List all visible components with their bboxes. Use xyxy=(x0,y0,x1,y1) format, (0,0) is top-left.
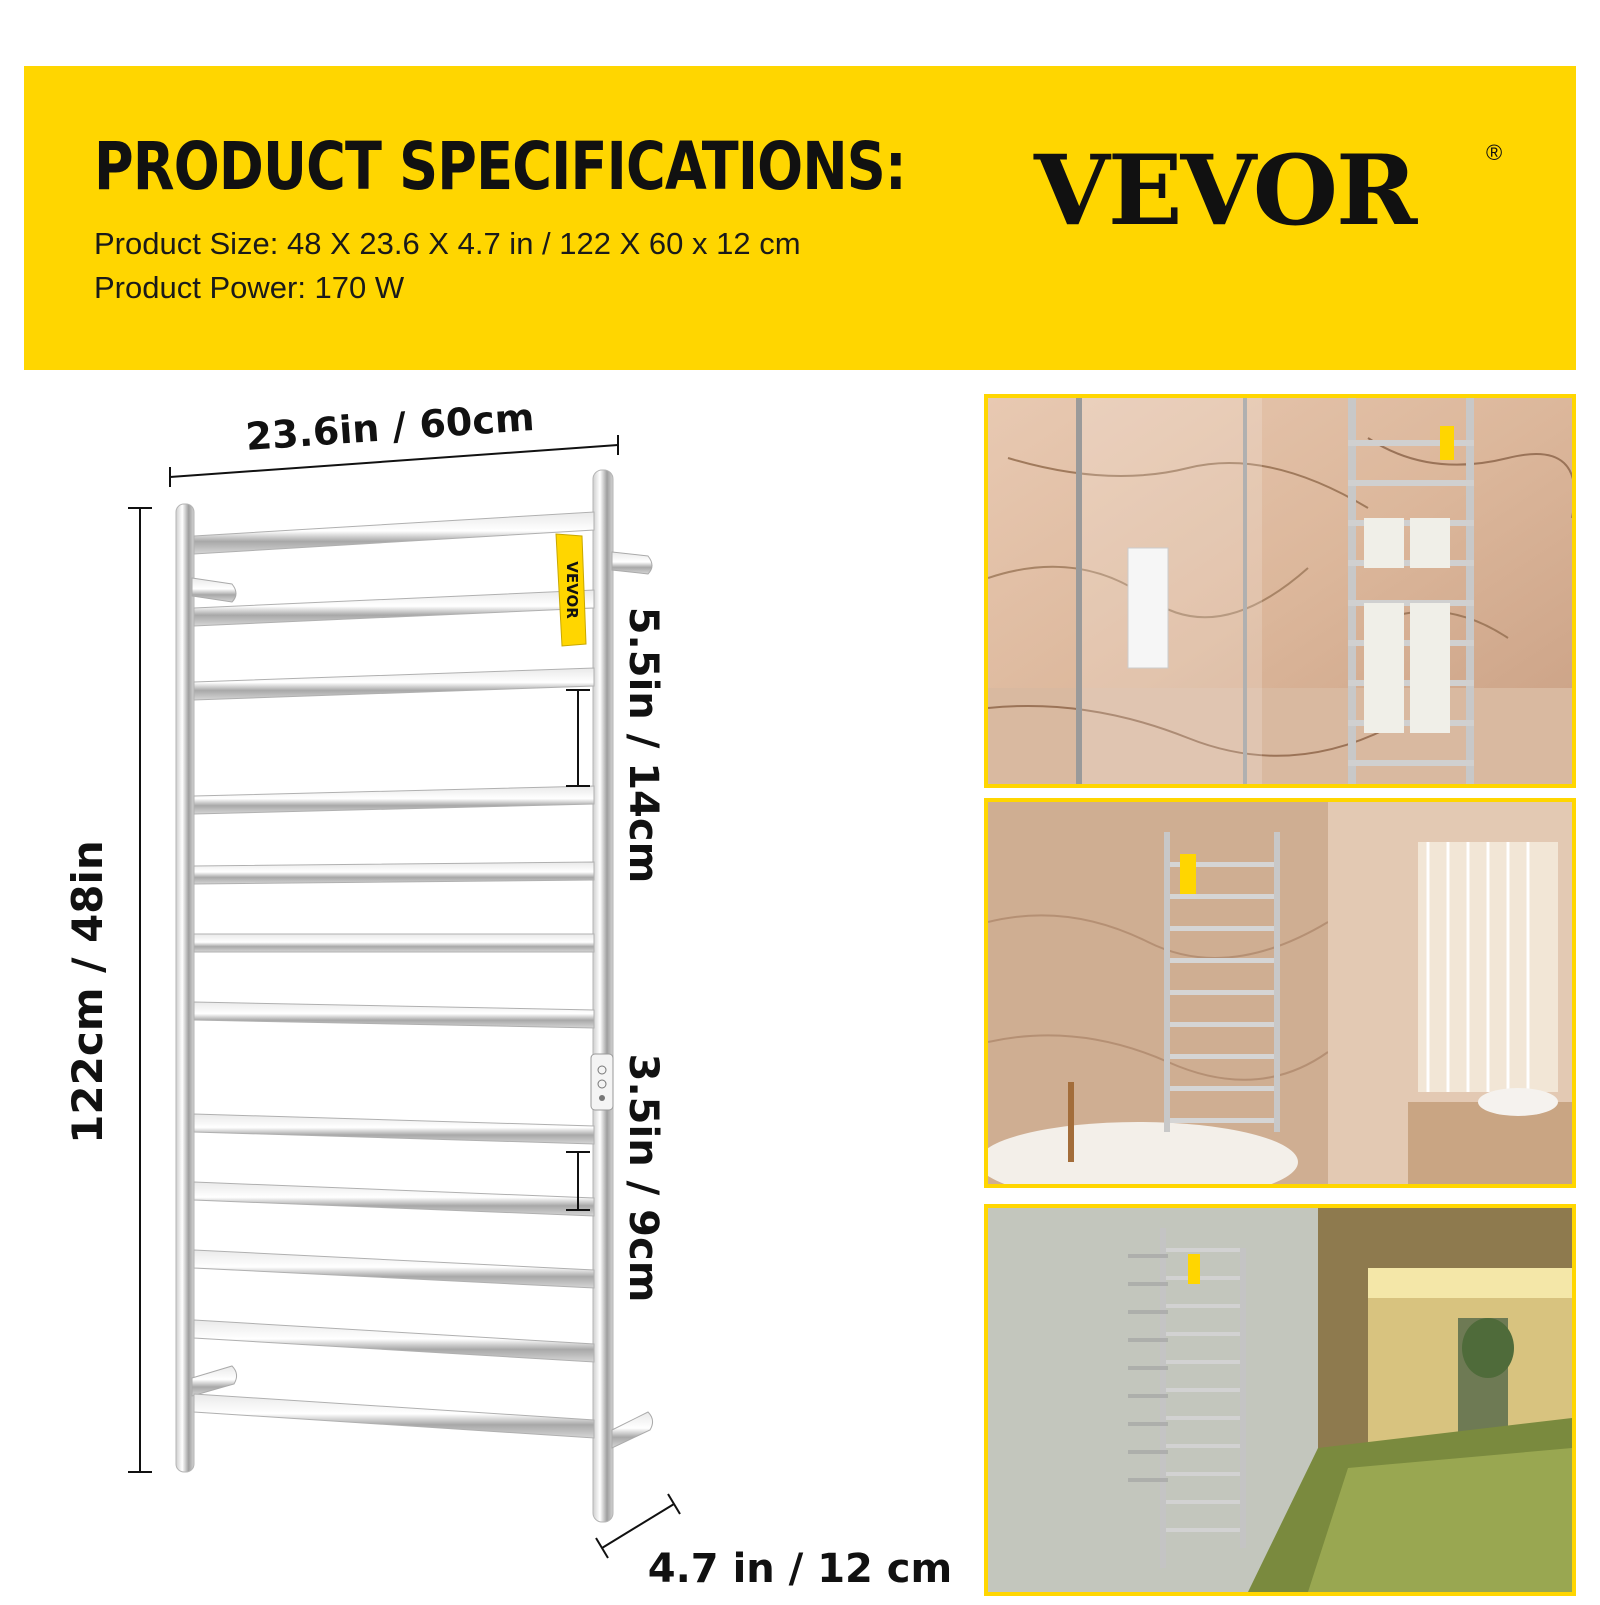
towel-bar xyxy=(194,934,594,952)
towel-bar xyxy=(194,1002,594,1028)
spec-banner xyxy=(24,66,1576,370)
height-dimension xyxy=(63,508,152,1472)
bar-spacing-dimension xyxy=(566,607,666,884)
spec-title: PRODUCT SPECIFICATIONS: xyxy=(94,128,906,205)
wall-bracket xyxy=(192,1366,237,1396)
wall-bracket xyxy=(612,552,652,574)
towel-bar xyxy=(194,512,594,554)
towel-bar xyxy=(194,1250,594,1288)
towel-bar xyxy=(194,1394,594,1438)
tag-text: VEVOR xyxy=(563,561,581,619)
height-label: 122cm / 48in xyxy=(63,840,112,1144)
control-switch xyxy=(591,1054,613,1110)
right-post xyxy=(593,470,613,1522)
vevor-tag xyxy=(556,534,586,646)
towel-bar xyxy=(194,786,594,814)
depth-label: 4.7 in / 12 cm xyxy=(647,1546,953,1592)
towel-bar xyxy=(194,1320,594,1362)
brand-logo: VEVOR xyxy=(1034,134,1416,247)
bar-spacing-small-label: 3.5in / 9cm xyxy=(620,1053,666,1303)
width-dimension xyxy=(170,395,618,487)
product-size-text: Product Size: 48 X 23.6 X 4.7 in / 122 X 60 x 12 cm xyxy=(94,226,801,261)
towel-bar xyxy=(194,862,594,884)
dimension-diagram xyxy=(0,390,960,1600)
wall-bracket xyxy=(612,1412,653,1448)
product-power-text: Product Power: 170 W xyxy=(94,270,405,305)
wall-bracket xyxy=(192,578,236,602)
left-post xyxy=(176,504,194,1472)
photo-bathtub-room xyxy=(984,798,1576,1188)
towel-bar xyxy=(194,1114,594,1144)
towel-bar xyxy=(194,668,594,700)
towel-bar xyxy=(194,590,594,626)
bar-spacing-label: 5.5in / 14cm xyxy=(620,606,666,884)
bar-spacing-small-dimension xyxy=(566,1054,666,1303)
towel-bar xyxy=(194,1182,594,1216)
photo-shower-room xyxy=(984,394,1576,788)
photo-pool-hall xyxy=(984,1204,1576,1596)
registered-mark: ® xyxy=(1486,140,1503,165)
depth-dimension xyxy=(596,1494,952,1592)
towel-bars xyxy=(194,512,594,1438)
width-label: 23.6in / 60cm xyxy=(244,394,536,460)
